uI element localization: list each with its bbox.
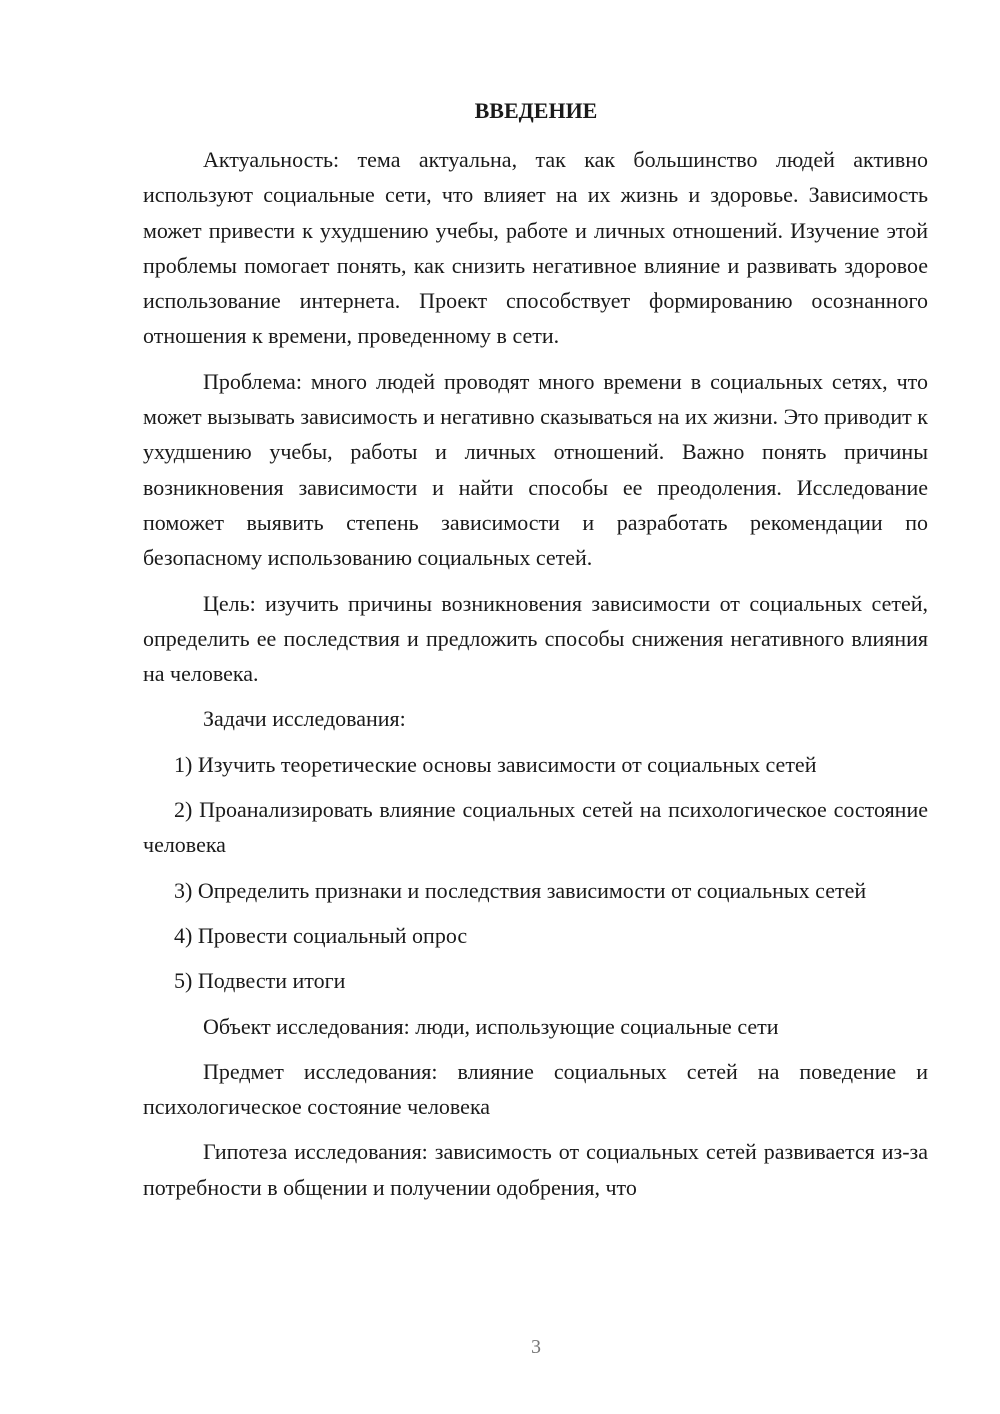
hypothesis-paragraph: Гипотеза исследования: зависимость от социальных сетей развивается из-за потребности в общении и получении одобрения, что — [143, 1139, 928, 1200]
object-paragraph: Объект исследования: люди, использующие социальные сети — [203, 1013, 779, 1039]
task-item-5: 5) Подвести итоги — [174, 968, 346, 994]
task-item-3: 3) Определить признаки и последствия зависимости от социальных сетей — [174, 877, 867, 903]
page-title: ВВЕДЕНИЕ — [474, 98, 598, 123]
tasks-heading: Задачи исследования: — [203, 706, 406, 732]
page-number: 3 — [531, 1336, 541, 1358]
subject-paragraph: Предмет исследования: влияние социальных сетей на поведение и психологическое состояние человека — [143, 1058, 928, 1120]
relevance-paragraph: Актуальность: тема актуальна, так как большинство людей активно используют социальные сети, что влияет на их жизнь и здоровье. Зависимость может привести к ухудшению учебы, работе и личных отношений. Изучение этой проблемы помогает понять, как снизить негативное влияние и развивать здоровое использование интернета. Проект способствует формированию осознанного отношения к времени, проведенному в сети. — [143, 147, 928, 349]
task-item-4: 4) Провести социальный опрос — [174, 922, 468, 948]
task-item-2: 2) Проанализировать влияние социальных сетей на психологическое состояние человека — [143, 797, 928, 858]
task-item-1: 1) Изучить теоретические основы зависимости от социальных сетей — [174, 751, 817, 777]
goal-paragraph: Цель: изучить причины возникновения зависимости от социальных сетей, определить ее последствия и предложить способы снижения негативного влияния на человека. — [143, 590, 928, 687]
problem-paragraph: Проблема: много людей проводят много времени в социальных сетях, что может вызывать зависимость и негативно сказываться на их жизни. Это приводит к ухудшению учебы, работы и личных отношений. Важно понять причины возникновения зависимости и найти способы ее преодоления. Исследование поможет выявить степень зависимости и разработать рекомендации по безопасному использованию социальных сетей. — [143, 368, 928, 571]
document-body — [143, 142, 928, 1205]
